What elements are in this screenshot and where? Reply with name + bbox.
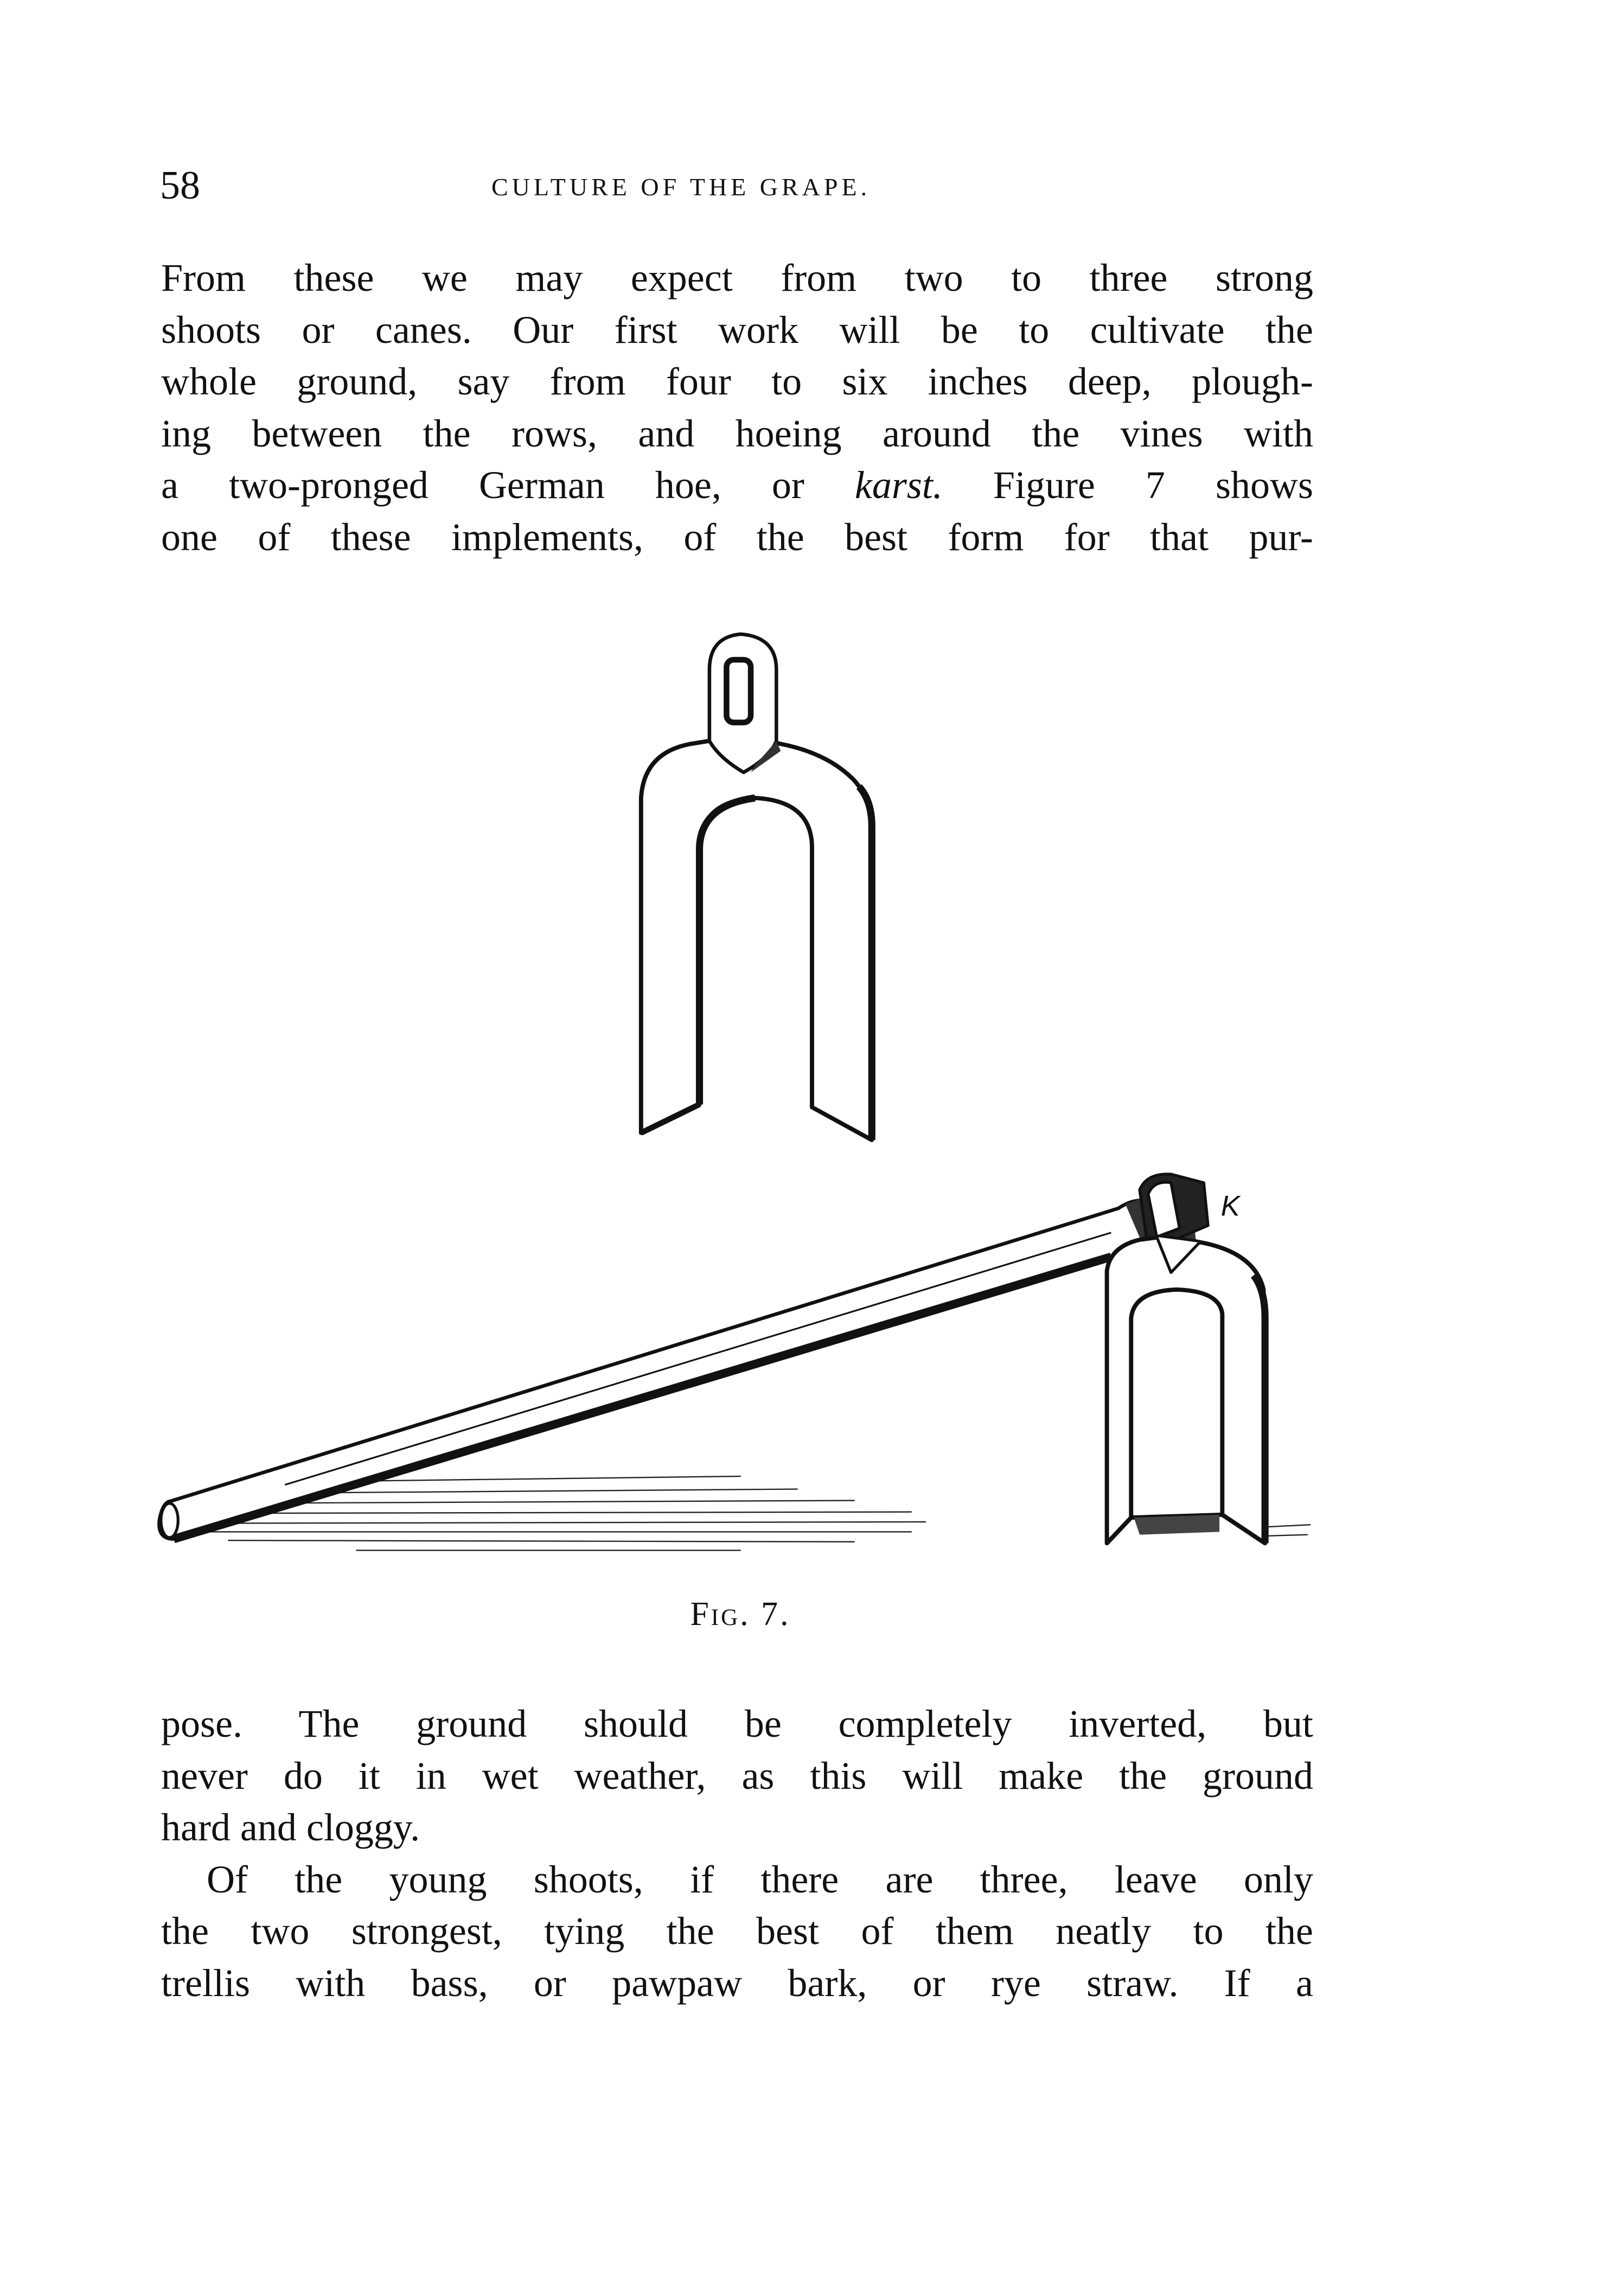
- text-line: Of the young shoots, if there are three, leave only: [207, 1857, 1313, 1901]
- text-line: hard and cloggy.: [161, 1806, 420, 1850]
- text-line: whole ground, say from four to six inches deep, plough-: [161, 360, 1313, 404]
- italic-term: karst.: [854, 463, 943, 507]
- text-fragment: Figure 7 shows: [942, 463, 1313, 507]
- page-number: 58: [160, 163, 200, 208]
- text-line: never do it in wet weather, as this will make the ground: [161, 1754, 1313, 1798]
- hoe-handle: [159, 1183, 1197, 1539]
- text-fragment: a two-pronged German hoe, or: [161, 463, 855, 507]
- figure-caption: [651, 1595, 830, 1634]
- running-head: CULTURE OF THE GRAPE.: [491, 173, 871, 201]
- text-line: ing between the rows, and hoeing around the vines with: [161, 411, 1313, 455]
- eye-slot: [726, 660, 751, 723]
- paragraph-continued: [161, 1698, 1313, 2010]
- text-line: shoots or canes. Our first work will be to cultivate the: [161, 308, 1313, 352]
- figure-label-k: K: [1220, 1190, 1240, 1222]
- hoe-head-front-view: [641, 634, 872, 1140]
- text-line: one of these implements, of the best form for that pur-: [161, 515, 1313, 559]
- text-line: From these we may expect from two to three strong: [161, 256, 1313, 299]
- text-line: trellis with bass, or pawpaw bark, or rye straw. If a: [161, 1961, 1313, 2005]
- text-line: the two strongest, tying the best of them neatly to the: [161, 1909, 1313, 1953]
- text-line: pose. The ground should be completely inverted, but: [161, 1702, 1313, 1745]
- caption-text: Fig. 7.: [690, 1596, 791, 1633]
